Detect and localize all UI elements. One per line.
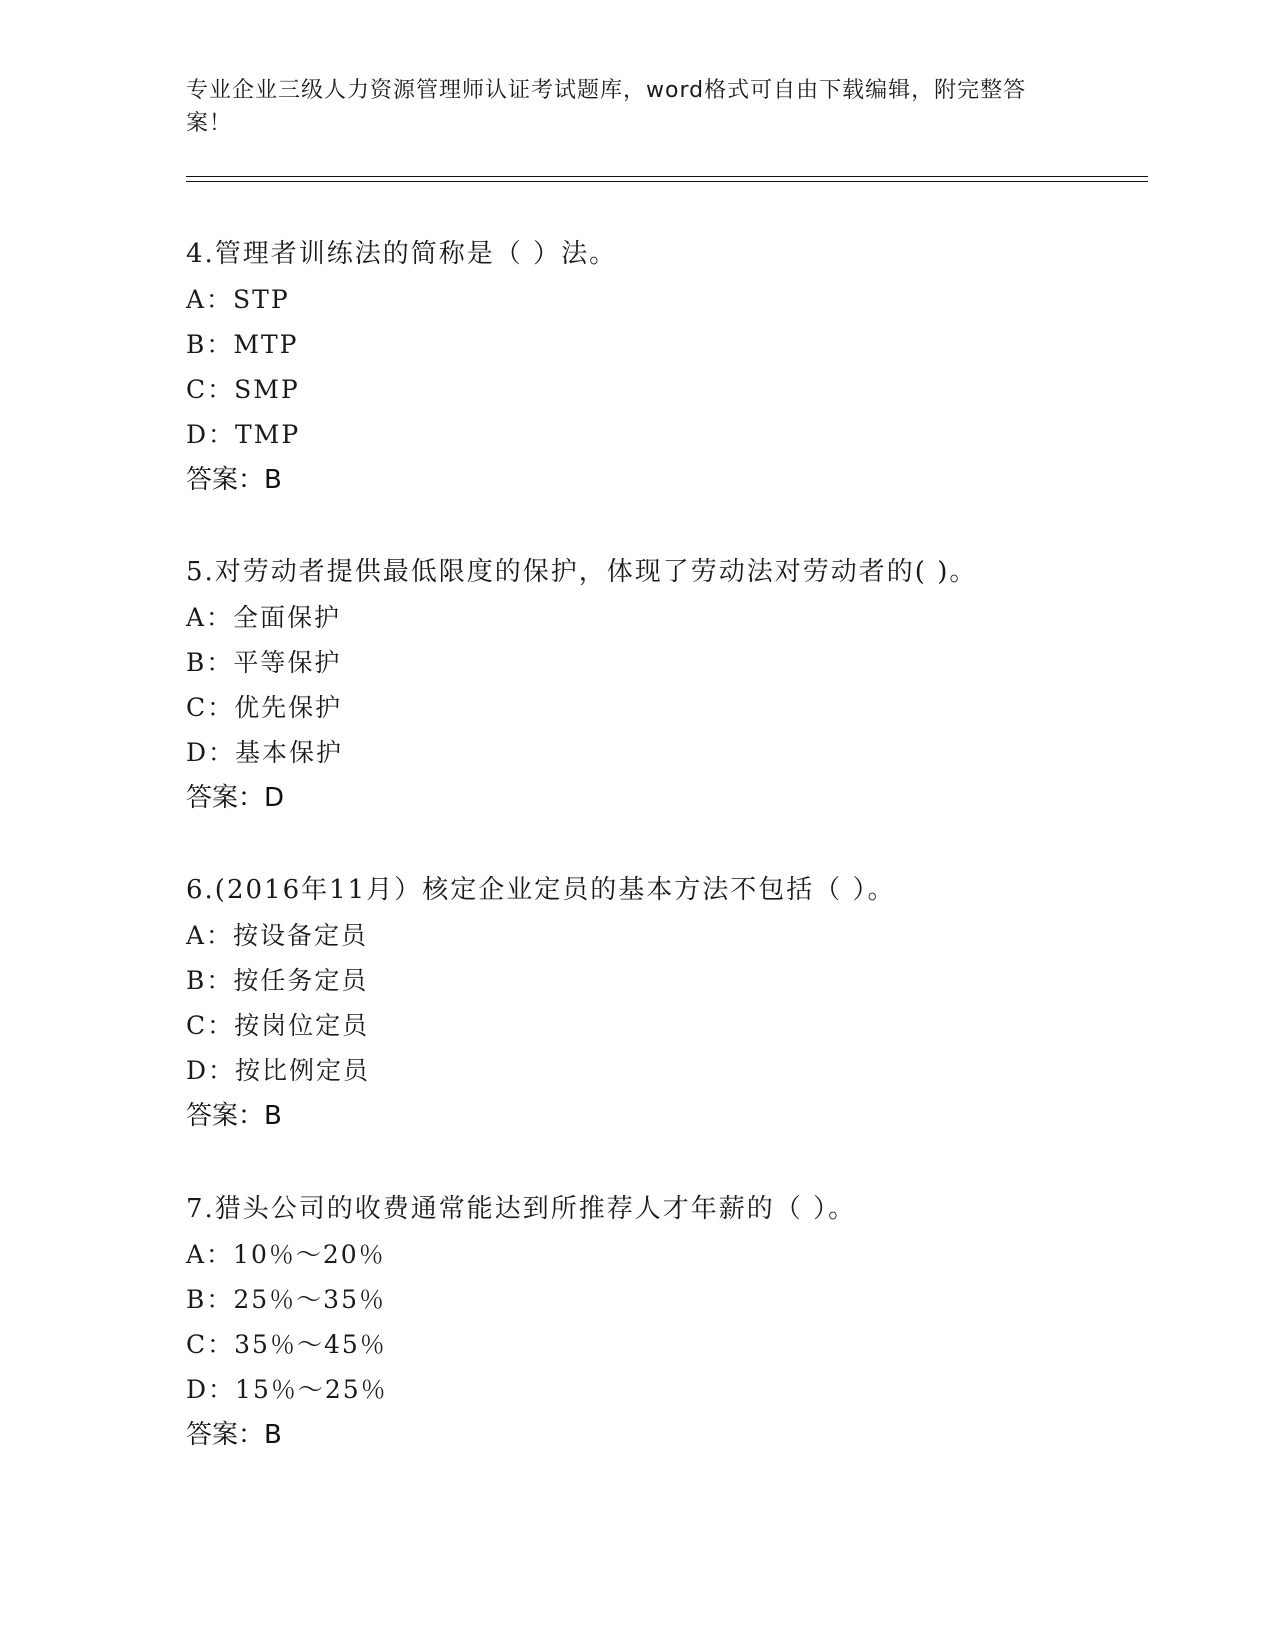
question-block bbox=[186, 867, 1146, 1139]
question-block bbox=[186, 549, 1146, 821]
document-header: 专业企业三级人力资源管理师认证考试题库，word格式可自由下载编辑，附完整答案！ bbox=[186, 78, 1027, 136]
question-stem: 7.猎头公司的收费通常能达到所推荐人才年薪的（ ）。 bbox=[186, 1194, 857, 1224]
option-d: D：15％～25％ bbox=[186, 1375, 388, 1404]
question-answer: 答案：D bbox=[186, 783, 285, 813]
option-c: C：优先保护 bbox=[186, 693, 343, 722]
option-b: B：MTP bbox=[186, 330, 299, 359]
option-d: D：基本保护 bbox=[186, 738, 344, 767]
question-stem: 4.管理者训练法的简称是（ ）法。 bbox=[186, 239, 618, 269]
option-d: D：TMP bbox=[186, 420, 301, 449]
option-a: A：10％～20％ bbox=[186, 1240, 386, 1269]
header-divider-line-second bbox=[186, 181, 1148, 182]
option-b: B：平等保护 bbox=[186, 648, 342, 677]
question-stem: 5.对劳动者提供最低限度的保护，体现了劳动法对劳动者的( )。 bbox=[186, 557, 978, 587]
option-b: B：按任务定员 bbox=[186, 966, 369, 995]
header-divider-line bbox=[186, 176, 1148, 177]
question-answer: 答案：B bbox=[186, 1101, 282, 1131]
option-b: B：25％～35％ bbox=[186, 1285, 386, 1314]
question-answer: 答案：B bbox=[186, 465, 282, 495]
option-c: C：35％～45％ bbox=[186, 1330, 387, 1359]
option-c: C：SMP bbox=[186, 375, 300, 404]
option-a: A：按设备定员 bbox=[186, 921, 369, 950]
option-c: C：按岗位定员 bbox=[186, 1011, 370, 1040]
option-d: D：按比例定员 bbox=[186, 1056, 371, 1085]
question-block bbox=[186, 1186, 1146, 1458]
question-stem: 6.(2016年11月）核定企业定员的基本方法不包括（ ）。 bbox=[186, 875, 896, 905]
option-a: A：全面保护 bbox=[186, 603, 342, 632]
question-answer: 答案：B bbox=[186, 1420, 282, 1450]
question-block bbox=[186, 231, 1146, 503]
option-a: A：STP bbox=[186, 285, 290, 314]
